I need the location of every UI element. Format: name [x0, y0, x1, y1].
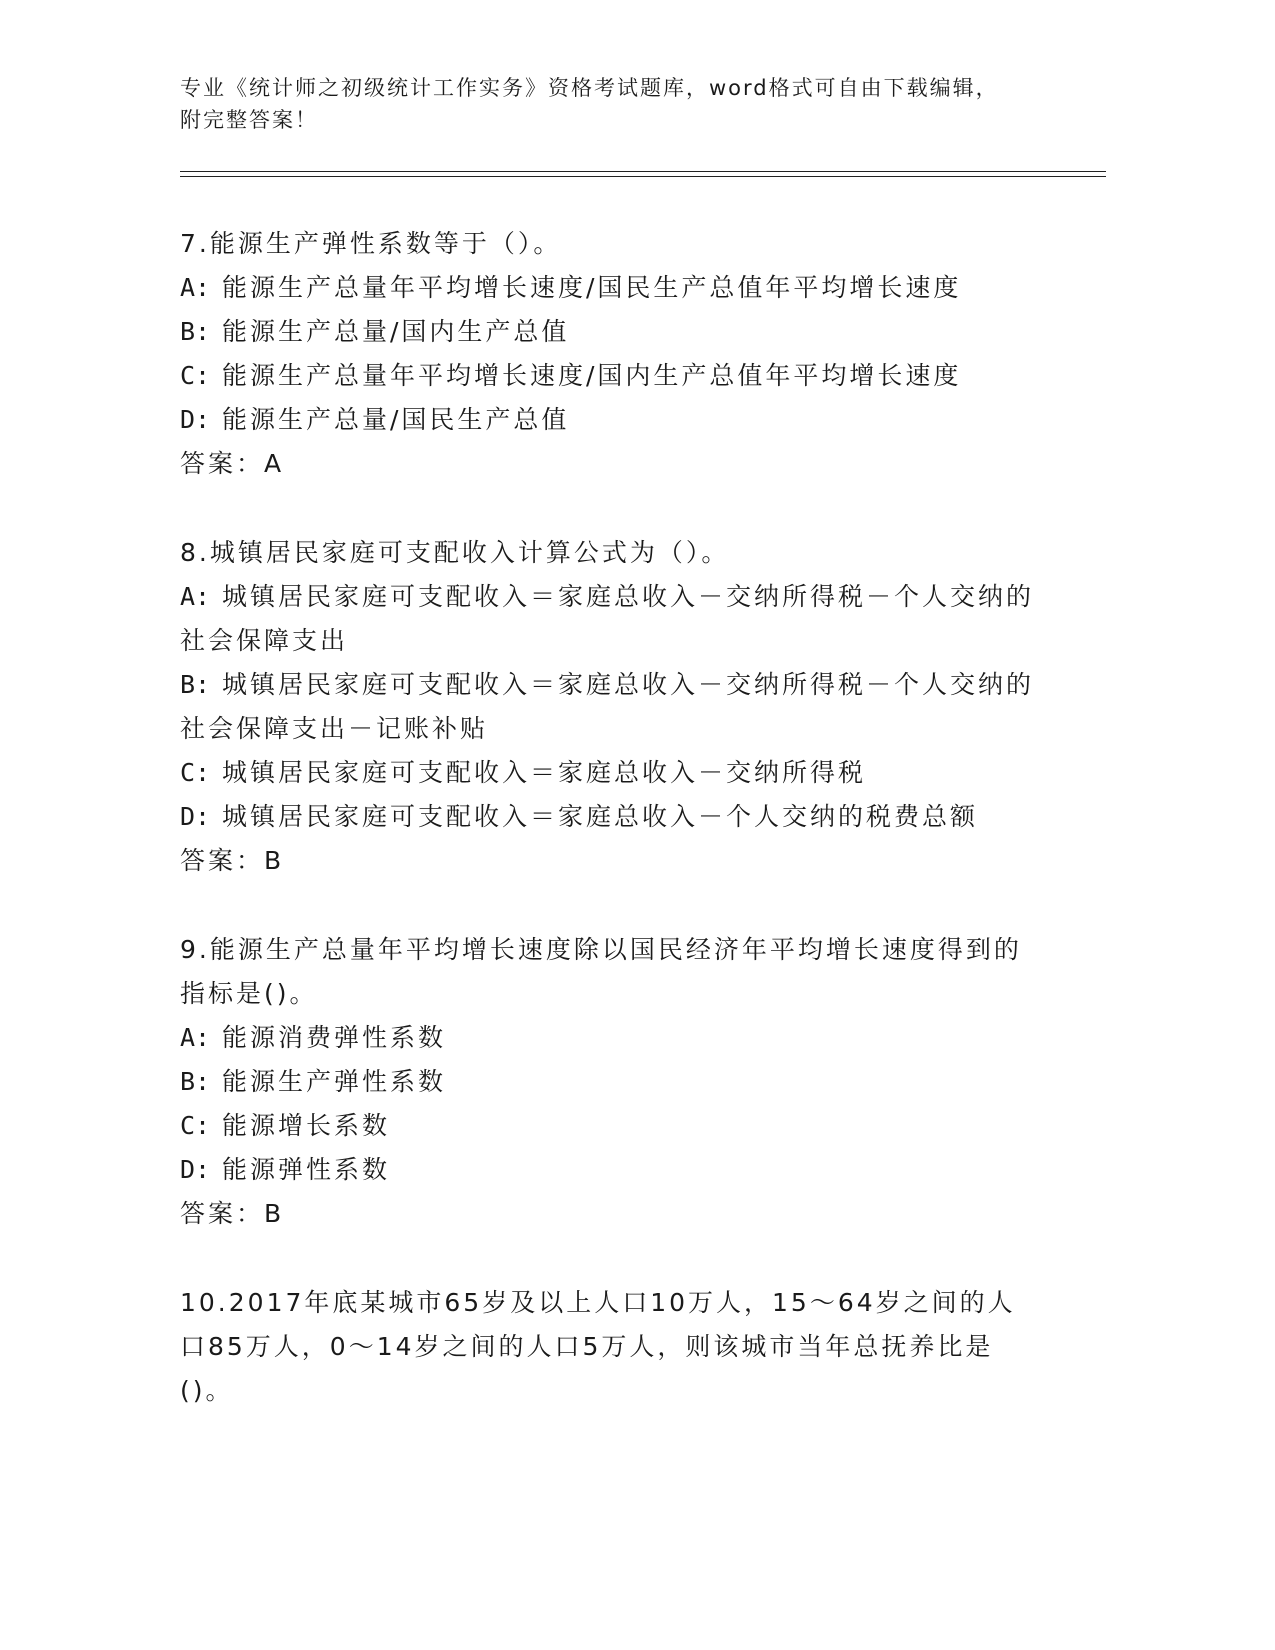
option-text: 能源弹性系数: [222, 1155, 391, 1184]
answer-value: B: [264, 846, 283, 875]
question-9: [180, 928, 1060, 1236]
answer: [180, 442, 1060, 486]
option-b: [180, 310, 1040, 354]
header-divider-bottom: [180, 176, 1106, 177]
question-10: [180, 1281, 1060, 1413]
question-7: [180, 222, 1060, 486]
option-text: 城镇居民家庭可支配收入＝家庭总收入－交纳所得税: [222, 758, 867, 787]
question-stem: 9.能源生产总量年平均增长速度除以国民经济年平均增长速度得到的指标是()。: [180, 935, 1022, 1008]
answer-value: A: [264, 449, 283, 478]
option-d: [180, 795, 1040, 839]
option-letter: C:: [180, 758, 211, 787]
header-divider-top: [180, 171, 1106, 172]
option-text: 能源生产总量年平均增长速度/国民生产总值年平均增长速度: [222, 273, 962, 302]
option-d: [180, 1148, 1040, 1192]
answer-label: 答案：: [180, 846, 265, 875]
option-c: [180, 1104, 1040, 1148]
option-text: 能源生产总量年平均增长速度/国内生产总值年平均增长速度: [222, 361, 962, 390]
option-text: 能源生产总量/国内生产总值: [222, 317, 570, 346]
header-note-line-1: 专业《统计师之初级统计工作实务》资格考试题库，word格式可自由下载编辑，: [180, 76, 999, 100]
option-letter: B:: [180, 317, 211, 346]
option-a: [180, 1016, 1040, 1060]
option-text: 城镇居民家庭可支配收入＝家庭总收入－个人交纳的税费总额: [222, 802, 979, 831]
option-letter: C:: [180, 1111, 211, 1140]
question-stem: 7.能源生产弹性系数等于（）。: [180, 229, 562, 258]
option-letter: A:: [180, 582, 211, 611]
option-letter: B:: [180, 1067, 211, 1096]
option-a: [180, 266, 1040, 310]
option-b: [180, 1060, 1040, 1104]
option-letter: B:: [180, 670, 211, 699]
option-a: [180, 575, 1040, 663]
option-letter: C:: [180, 361, 211, 390]
answer-label: 答案：: [180, 449, 265, 478]
option-b: [180, 663, 1040, 751]
question-8: [180, 531, 1060, 883]
answer-value: B: [264, 1199, 283, 1228]
option-text: 能源消费弹性系数: [222, 1023, 447, 1052]
header-note-line-2: 附完整答案！: [180, 108, 318, 132]
answer: [180, 1192, 1060, 1236]
option-letter: D:: [180, 405, 211, 434]
option-c: [180, 354, 1040, 398]
option-letter: A:: [180, 273, 211, 302]
option-letter: D:: [180, 1155, 211, 1184]
option-letter: D:: [180, 802, 211, 831]
option-text: 城镇居民家庭可支配收入＝家庭总收入－交纳所得税－个人交纳的社会保障支出－记账补贴: [180, 670, 1035, 743]
question-stem: 8.城镇居民家庭可支配收入计算公式为（）。: [180, 538, 730, 567]
option-text: 城镇居民家庭可支配收入＝家庭总收入－交纳所得税－个人交纳的社会保障支出: [180, 582, 1035, 655]
header-note: [180, 72, 1080, 136]
option-letter: A:: [180, 1023, 211, 1052]
option-text: 能源增长系数: [222, 1111, 391, 1140]
option-d: [180, 398, 1040, 442]
answer-label: 答案：: [180, 1199, 265, 1228]
question-list: [180, 222, 1060, 1458]
option-c: [180, 751, 1040, 795]
option-text: 能源生产总量/国民生产总值: [222, 405, 570, 434]
question-stem: 10.2017年底某城市65岁及以上人口10万人，15～64岁之间的人口85万人，0～14岁之间的人口5万人，则该城市当年总抚养比是()。: [180, 1288, 1016, 1405]
answer: [180, 839, 1060, 883]
option-text: 能源生产弹性系数: [222, 1067, 447, 1096]
